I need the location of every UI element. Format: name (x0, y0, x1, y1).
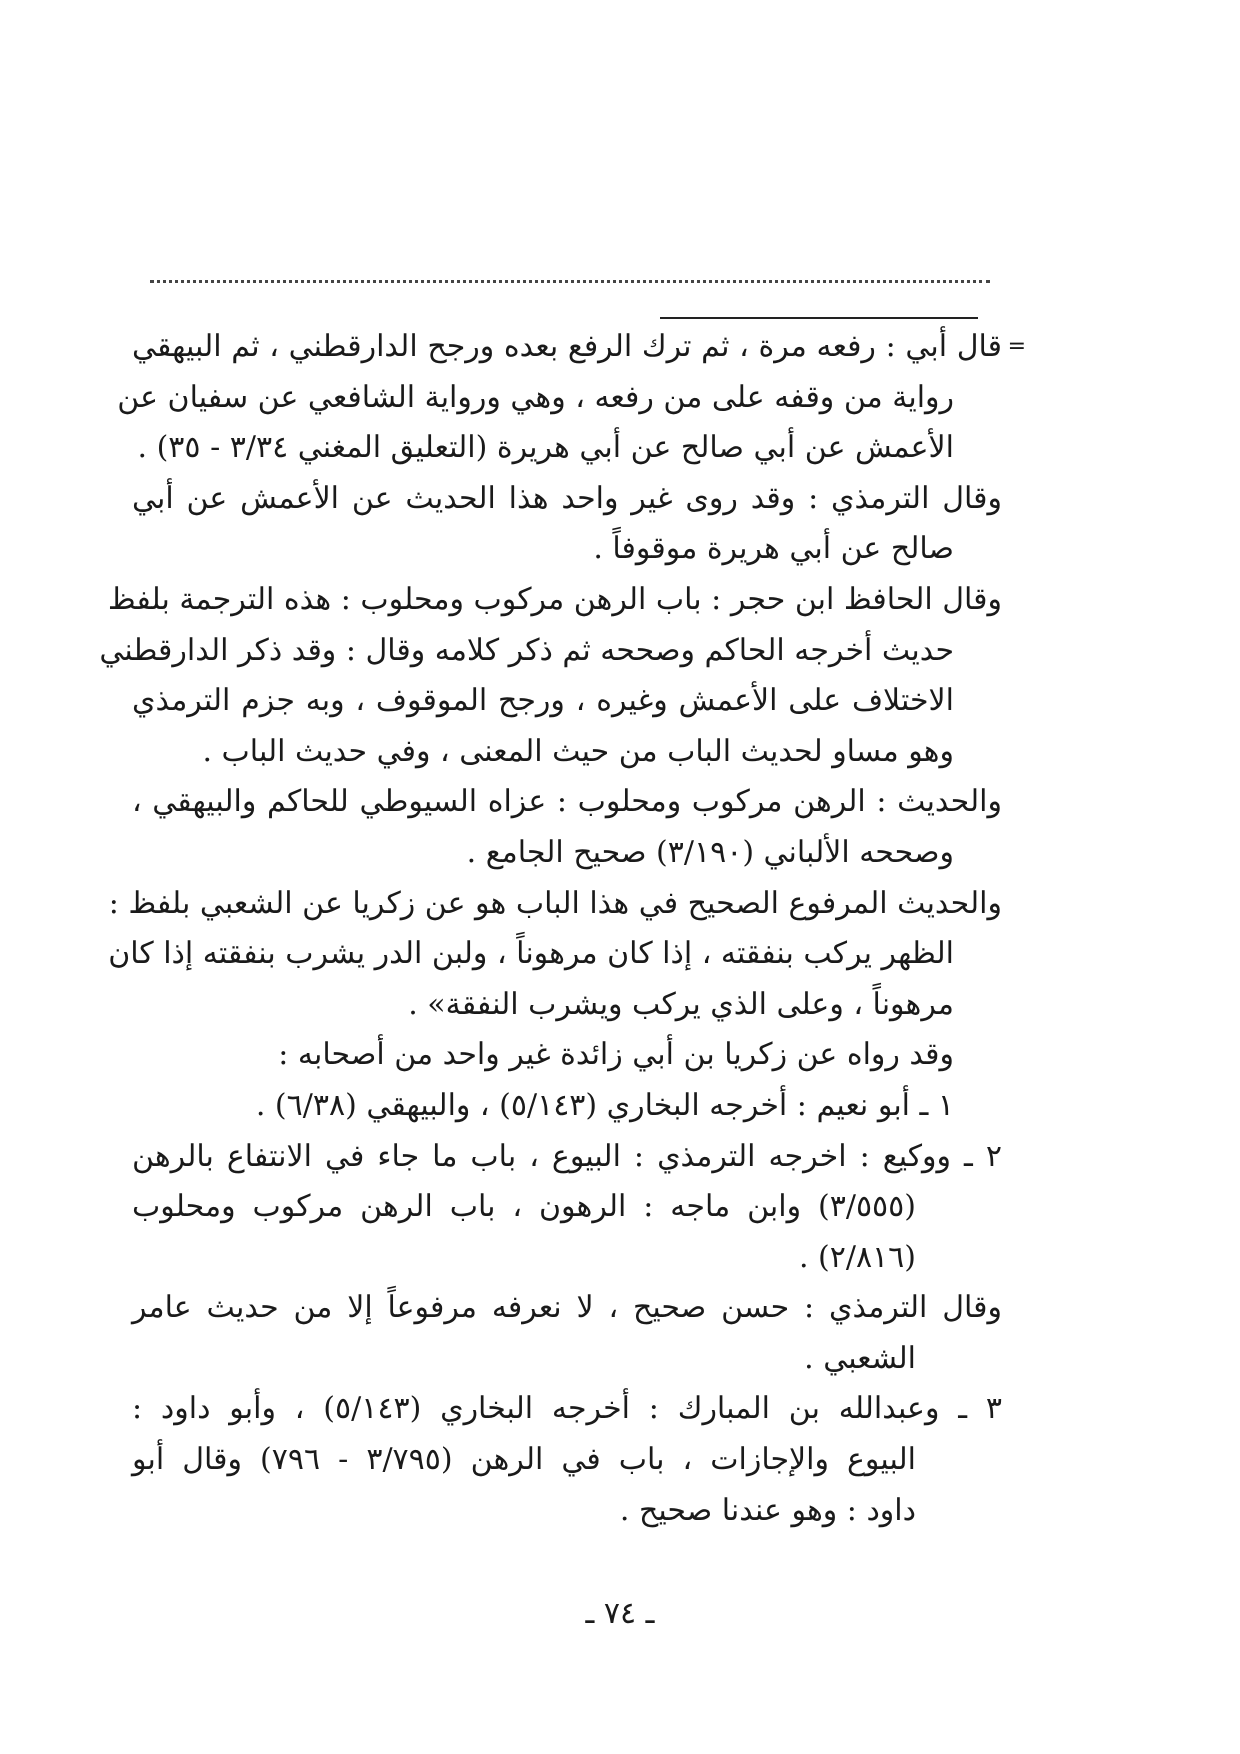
paragraph (132, 1030, 1002, 1081)
text-line: وقال الحافظ ابن حجر : باب الرهن مركوب ومحلوب : هذه الترجمة بلفظ (107, 581, 1002, 617)
text-line: ٢ ـ ووكيع : اخرجه الترمذي : البيوع ، باب ما جاء في الانتفاع بالرهن (132, 1138, 1002, 1174)
text-line: وقال الترمذي : حسن صحيح ، لا نعرفه مرفوعاً إلا من حديث عامر (132, 1290, 1002, 1326)
text-line: وقال الترمذي : وقد روى غير واحد هذا الحديث عن الأعمش عن أبي (132, 480, 1002, 516)
paragraph (132, 474, 1002, 575)
text-line: الشعبي . (804, 1340, 916, 1376)
text-line: قال أبي : رفعه مرة ، ثم ترك الرفع بعده ورجح الدارقطني ، ثم البيهقي (132, 329, 1002, 364)
text-line: والحديث المرفوع الصحيح في هذا الباب هو عن زكريا عن الشعبي بلفظ : (108, 885, 1002, 921)
text-line: وصححه الألباني (٣/١٩٠) صحيح الجامع . (466, 834, 954, 870)
text-line: والحديث : الرهن مركوب ومحلوب : عزاه السيوطي للحاكم والبيهقي ، (132, 784, 1002, 820)
paragraph (117, 322, 1002, 474)
text-line: داود : وهو عندنا صحيح . (619, 1492, 916, 1528)
footnote-text (99, 322, 1003, 1536)
paragraph (132, 1132, 1002, 1284)
text-line: الظهر يركب بنفقته ، إذا كان مرهوناً ، ولبن الدر يشرب بنفقته إذا كان (108, 936, 954, 972)
paragraph (108, 879, 1002, 1031)
text-line: حديث أخرجه الحاكم وصححه ثم ذكر كلامه وقال : وقد ذكر الدارقطني (99, 632, 954, 668)
paragraph (132, 777, 1002, 878)
text-line: (٣/٥٥٥) وابن ماجه : الرهون ، باب الرهن مركوب ومحلوب (132, 1189, 916, 1225)
text-line: البيوع والإجازات ، باب في الرهن (٣/٧٩٥ - ٧٩٦) وقال أبو (132, 1442, 916, 1478)
text-line: رواية من وقفه على من رفعه ، وهي ورواية الشافعي عن سفيان عن (117, 379, 954, 415)
dotted-separator (150, 280, 990, 283)
text-line: وهو مساو لحديث الباب من حيث المعنى ، وفي حديث الباب . (202, 733, 954, 769)
text-line: الأعمش عن أبي صالح عن أبي هريرة (التعليق المغني ٣/٣٤ - ٣٥) . (137, 430, 954, 466)
continuation-marker: = (1007, 334, 1026, 359)
paragraph (132, 1384, 1002, 1536)
text-line: ٣ ـ وعبدالله بن المبارك : أخرجه البخاري (٥/١٤٣) ، وأبو داود : (132, 1391, 1003, 1427)
text-line: صالح عن أبي هريرة موقوفاً . (593, 531, 954, 567)
text-line: مرهوناً ، وعلى الذي يركب ويشرب النفقة» . (408, 986, 954, 1022)
text-line: (٢/٨١٦) . (798, 1239, 916, 1275)
paragraph (99, 575, 1002, 777)
paragraph (132, 1081, 1002, 1132)
footnote-separator-rule (660, 317, 978, 319)
page-number: ـ ٧٤ ـ (585, 1596, 655, 1631)
paragraph (132, 1283, 1002, 1384)
text-line: الاختلاف على الأعمش وغيره ، ورجح الموقوف ، وبه جزم الترمذي (132, 683, 954, 719)
text-line: وقد رواه عن زكريا بن أبي زائدة غير واحد من أصحابه : (278, 1037, 954, 1073)
text-line: ١ ـ أبو نعيم : أخرجه البخاري (٥/١٤٣) ، والبيهقي (٦/٣٨) . (255, 1087, 954, 1123)
